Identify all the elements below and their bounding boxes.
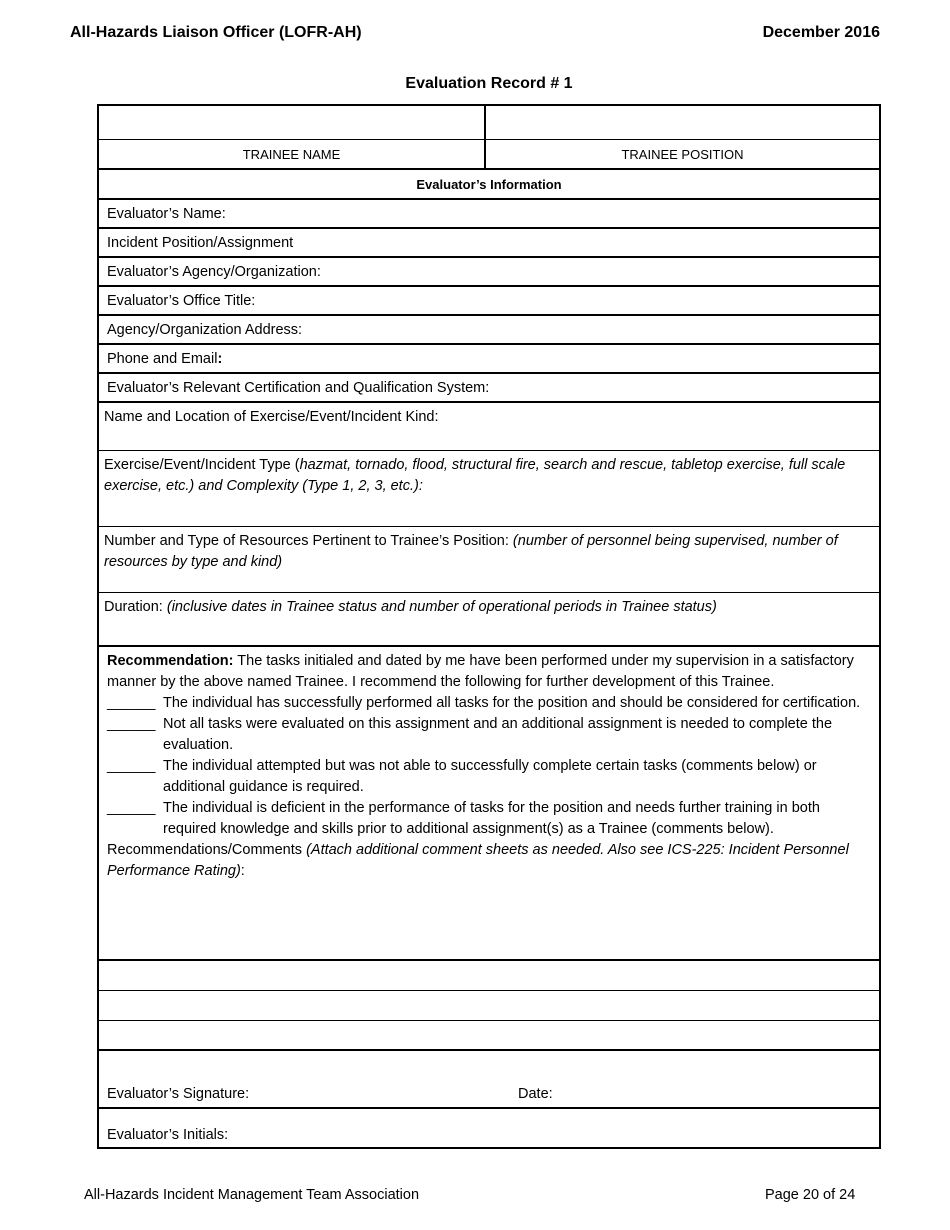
certification-label: Evaluator’s Relevant Certification and Qualification System: (107, 379, 490, 396)
footer-organization: All-Hazards Incident Management Team Association (84, 1187, 420, 1203)
option-blank[interactable]: ______ (107, 800, 156, 816)
footer-page-number: Page 20 of 24 (765, 1187, 856, 1203)
agency-field[interactable] (99, 258, 879, 287)
address-field[interactable] (99, 316, 879, 345)
header-title: All-Hazards Liaison Officer (LOFR-AH) (70, 24, 362, 41)
evaluator-name-label: Evaluator’s Name: (107, 205, 226, 222)
initials-row[interactable] (99, 1109, 879, 1147)
trainee-name-field[interactable] (99, 106, 486, 139)
exercise-type-label: Exercise/Event/Incident Type (hazmat, tornado, flood, structural fire, search and rescue, tabletop exercise, full scale exercise, etc.) and Complexity (Type 1, 2, 3, etc.): (104, 457, 846, 494)
date-label: Date: (518, 1086, 553, 1102)
evaluator-name-field[interactable] (99, 200, 879, 229)
resources-label: Number and Type of Resources Pertinent to Trainee’s Position: (number of personnel being supervised, number of resources by type and kind) (104, 533, 838, 570)
recommendation-option-3[interactable] (107, 756, 869, 798)
exercise-type-field[interactable] (99, 451, 879, 527)
option-blank[interactable]: ______ (107, 716, 156, 732)
signature-row[interactable] (99, 1051, 879, 1109)
comment-line-3[interactable] (99, 1021, 879, 1051)
option-text: The individual has successfully performed all tasks for the position and should be considered for certification. (163, 695, 861, 711)
option-blank[interactable]: ______ (107, 695, 156, 711)
office-title-field[interactable] (99, 287, 879, 316)
option-text: The individual attempted but was not able to successfully complete certain tasks (comments below) or additional guidance is required. (163, 758, 817, 795)
incident-position-label: Incident Position/Assignment (107, 234, 294, 251)
office-title-label: Evaluator’s Office Title: (107, 292, 256, 309)
recommendation-option-2[interactable] (107, 714, 869, 756)
trainee-position-label: TRAINEE POSITION (621, 146, 744, 162)
recommendation-section (99, 647, 879, 961)
comment-line-1[interactable] (99, 961, 879, 991)
header-date: December 2016 (762, 24, 880, 41)
agency-label: Evaluator’s Agency/Organization: (107, 263, 321, 280)
certification-field[interactable] (99, 374, 879, 403)
trainee-position-field[interactable] (486, 106, 879, 139)
trainee-label-row (99, 140, 879, 170)
initials-label: Evaluator’s Initials: (107, 1127, 229, 1143)
incident-position-field[interactable] (99, 229, 879, 258)
recommendation-option-1[interactable] (107, 693, 869, 714)
option-blank[interactable]: ______ (107, 758, 156, 774)
duration-label: Duration: (inclusive dates in Trainee status and number of operational periods in Trainee status) (104, 599, 717, 615)
evaluator-info-heading: Evaluator’s Information (99, 170, 879, 200)
recommendation-option-4[interactable] (107, 798, 869, 840)
evaluation-form (97, 104, 881, 1149)
exercise-name-field[interactable] (99, 403, 879, 451)
trainee-entry-row (99, 106, 879, 140)
option-text: The individual is deficient in the performance of tasks for the position and needs further training in both required knowledge and skills prior to additional assignment(s) as a Trainee (comments below). (163, 800, 820, 837)
signature-label: Evaluator’s Signature: (107, 1086, 250, 1102)
comment-line-2[interactable] (99, 991, 879, 1021)
exercise-name-label: Name and Location of Exercise/Event/Incident Kind: (104, 409, 439, 425)
option-text: Not all tasks were evaluated on this assignment and an additional assignment is needed to complete the evaluation. (163, 716, 833, 753)
comments-label: Recommendations/Comments (Attach additional comment sheets as needed. Also see ICS-225: Incident Personnel Performance Rating): (107, 842, 849, 879)
page-title: Evaluation Record # 1 (405, 75, 573, 92)
phone-email-field[interactable] (99, 345, 879, 374)
phone-email-label: Phone and Email: (107, 350, 223, 367)
trainee-name-label: TRAINEE NAME (99, 140, 486, 168)
address-label: Agency/Organization Address: (107, 321, 303, 338)
recommendation-intro: Recommendation: The tasks initialed and dated by me have been performed under my supervision in a satisfactory manner by the above named Trainee. I recommend the following for further development of this Trainee. (107, 653, 854, 690)
resources-field[interactable] (99, 527, 879, 593)
duration-field[interactable] (99, 593, 879, 647)
